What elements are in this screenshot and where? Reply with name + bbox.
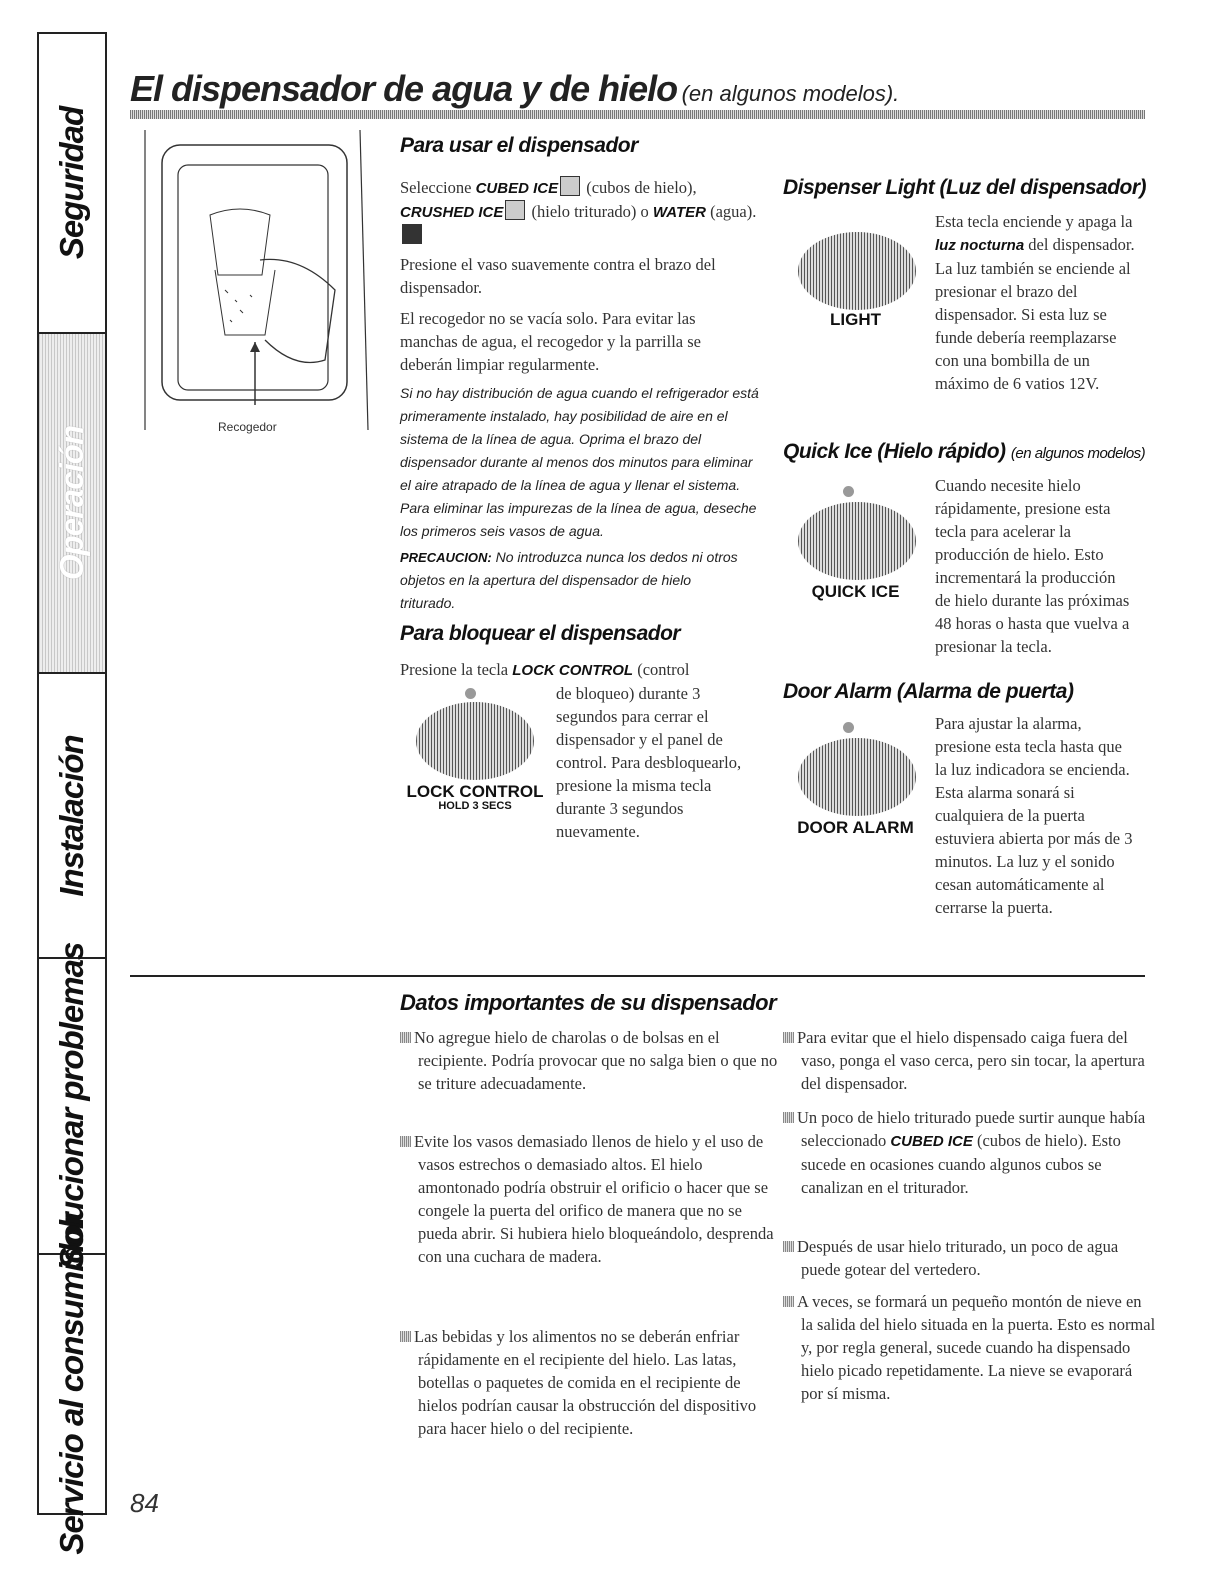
tab-label: Operación bbox=[53, 425, 90, 581]
text: Las bebidas y los alimentos no se deberán enfriar rápidamente en el recipiente del hielo. Las latas, botellas o paquetes de comida en el recipiente de hielos podrían causar la obstrucción del dispositivo para hacer hielo o del recipiente. bbox=[414, 1327, 757, 1438]
lock-icon bbox=[416, 702, 534, 780]
lock-control-button[interactable] bbox=[400, 680, 550, 820]
keyword-water: WATER bbox=[652, 204, 706, 221]
indicator-led bbox=[843, 486, 854, 497]
list-item bbox=[400, 1325, 783, 1440]
button-label: LIGHT bbox=[830, 310, 881, 329]
tab-solucionar-problemas[interactable] bbox=[39, 942, 105, 1270]
text: (control bbox=[637, 660, 690, 679]
text: del dispensador. La luz también se enciende al presionar el brazo del dispensador. Si esta luz se funde debería reemplazarse con una bombilla de un máximo de 6 vatios 12V. bbox=[935, 235, 1135, 393]
tab-label: Instalación bbox=[53, 734, 90, 897]
speaker-icon bbox=[798, 738, 916, 816]
light-button[interactable] bbox=[783, 210, 928, 340]
button-label: LOCK CONTROL bbox=[406, 782, 544, 801]
bullet-icon bbox=[400, 1032, 411, 1043]
button-sublabel: HOLD 3 SECS bbox=[438, 800, 512, 812]
para-usar-p3: El recogedor no se vacía solo. Para evitar las manchas de agua, el recogedor y la parrilla se deberán limpiar regularmente. bbox=[400, 309, 701, 374]
section-heading: Para bloquear el dispensador bbox=[400, 622, 681, 645]
crushed-ice-icon bbox=[505, 200, 525, 220]
text: Presione la tecla bbox=[400, 660, 509, 679]
text: Seleccione bbox=[400, 178, 472, 197]
button-label: QUICK ICE bbox=[811, 582, 900, 601]
section-divider bbox=[130, 975, 1145, 977]
bullet-icon bbox=[400, 1136, 411, 1147]
page-number: 84 bbox=[130, 1488, 159, 1518]
bullet-icon bbox=[783, 1032, 794, 1043]
bloquear-p1 bbox=[400, 658, 770, 682]
section-heading bbox=[783, 440, 1145, 464]
quick-ice-text: Cuando necesite hielo rápidamente, presione esta tecla para acelerar la producción de hielo. Esto incrementará la producción de hielo durante las próximas 48 horas o hasta que vuelva a presionar la tecla. bbox=[935, 476, 1130, 656]
text: Después de usar hielo triturado, un poco de agua puede gotear del vertedero. bbox=[797, 1237, 1119, 1279]
keyword-cubed-ice: CUBED ICE bbox=[475, 180, 559, 197]
list-item bbox=[400, 1026, 783, 1095]
list-item bbox=[783, 1026, 1156, 1095]
bullet-icon bbox=[400, 1331, 411, 1342]
bullet-icon bbox=[783, 1296, 794, 1307]
tab-label: Seguridad bbox=[53, 106, 90, 260]
text: Esta tecla enciende y apaga la bbox=[935, 212, 1133, 231]
list-item bbox=[400, 1130, 783, 1268]
page-title bbox=[130, 68, 899, 110]
door-alarm-text: Para ajustar la alarma, presione esta tecla hasta que la luz indicadora se encienda. Esta alarma sonará si cualquiera de la puerta estuviera abierta por más de 3 minutos. La luz y el sonido cesan automáticamente al cerrarse la puerta. bbox=[935, 714, 1133, 917]
para-usar-note: Si no hay distribución de agua cuando el refrigerador está primeramente instalado, hay posibilidad de aire en el sistema de la línea de agua. Oprima el brazo del dispensador durante al menos dos minutos para eliminar el aire atrapado de la línea de agua y llenar el sistema. Para eliminar las impurezas de la línea de agua, deseche los primeros seis vasos de agua. bbox=[400, 385, 759, 539]
text: A veces, se formará un pequeño montón de nieve en la salida del hielo situada en la puerta. Esto es normal y, por regla general, sucede cuando ha dispensado hielo picado repetidamente. La nieve se evaporará por sí misma. bbox=[797, 1292, 1156, 1403]
section-heading: Datos importantes de su dispensador bbox=[400, 990, 777, 1015]
title-rule bbox=[130, 110, 1145, 119]
bullet-icon bbox=[783, 1241, 794, 1252]
tab-servicio-consumidor[interactable] bbox=[39, 1213, 105, 1555]
keyword-cubed-ice: CUBED ICE bbox=[890, 1133, 973, 1150]
bloquear-p2: de bloqueo) durante 3 segundos para cerrar el dispensador y el panel de control. Para desbloquearlo, presione la misma tecla durante 3 segundos nuevamente. bbox=[556, 684, 742, 841]
fan-icon bbox=[798, 502, 916, 580]
bullet-icon bbox=[783, 1112, 794, 1123]
cubed-ice-icon bbox=[560, 176, 580, 196]
dispenser-illustration bbox=[140, 130, 370, 435]
title-sub: (en algunos modelos). bbox=[681, 81, 900, 106]
button-label: DOOR ALARM bbox=[797, 818, 914, 837]
tab-seguridad[interactable] bbox=[39, 34, 105, 334]
tab-label: Solucionar problemas bbox=[53, 942, 90, 1270]
list-item bbox=[783, 1290, 1156, 1405]
keyword-lock-control: LOCK CONTROL bbox=[512, 662, 634, 679]
caution-label: PRECAUCION: bbox=[400, 550, 492, 565]
section-heading: Door Alarm (Alarma de puerta) bbox=[783, 680, 1074, 703]
heading-text: Quick Ice (Hielo rápido) bbox=[783, 440, 1006, 463]
keyword-luz-nocturna: luz nocturna bbox=[935, 237, 1025, 254]
list-item bbox=[783, 1106, 1156, 1199]
caution-text: No introduzca nunca los dedos ni otros objetos en la apertura del dispensador de hielo triturado. bbox=[400, 549, 738, 611]
text: No agregue hielo de charolas o de bolsas en el recipiente. Podría provocar que no salga bien o que no se triture adecuadamente. bbox=[414, 1028, 778, 1093]
title-main: El dispensador de agua y de hielo bbox=[130, 68, 678, 109]
para-usar-p2: Presione el vaso suavemente contra el brazo del dispensador. bbox=[400, 255, 716, 297]
keyword-crushed-ice: CRUSHED ICE bbox=[400, 204, 504, 221]
indicator-led bbox=[843, 722, 854, 733]
indicator-led bbox=[465, 688, 476, 699]
text: Un poco de hielo triturado puede surtir aunque había seleccionado bbox=[797, 1108, 1146, 1150]
door-alarm-button[interactable] bbox=[783, 714, 928, 849]
section-heading: Para usar el dispensador bbox=[400, 134, 638, 157]
para-usar-caution bbox=[400, 546, 745, 615]
text: Evite los vasos demasiado llenos de hielo y el uso de vasos estrechos o demasiado altos. El hielo amontonado podría obstruir el orificio o hacer que se congele la puerta del orifico de manera que no se pueda abrir. Si hubiera hielo bloqueándolo, desprenda con una cuchara de madera. bbox=[414, 1132, 774, 1266]
tab-instalacion[interactable] bbox=[39, 674, 105, 959]
quick-ice-button[interactable] bbox=[783, 478, 928, 613]
light-bulb-icon bbox=[798, 232, 916, 310]
text: (agua). bbox=[710, 202, 757, 221]
text: (cubos de hielo), bbox=[586, 178, 697, 197]
water-icon bbox=[402, 224, 422, 244]
tab-operacion[interactable] bbox=[39, 334, 105, 674]
text: (cubos de hielo). Esto sucede en ocasiones cuando algunos cubos se canalizan en el triturador. bbox=[801, 1131, 1121, 1197]
list-item bbox=[783, 1235, 1156, 1281]
figure-label: Recogedor bbox=[218, 420, 277, 434]
para-usar-p1 bbox=[400, 176, 770, 247]
tab-label: Servicio al consumidor bbox=[53, 1213, 90, 1555]
section-heading: Dispenser Light (Luz del dispensador) bbox=[783, 176, 1147, 199]
text: Para evitar que el hielo dispensado caiga fuera del vaso, ponga el vaso cerca, pero sin tocar, la apertura del dispensador. bbox=[797, 1028, 1145, 1093]
text: (hielo triturado) o bbox=[531, 202, 649, 221]
heading-sub: (en algunos modelos) bbox=[1010, 445, 1146, 462]
section-tabs bbox=[37, 32, 107, 1555]
light-text bbox=[935, 210, 1135, 395]
